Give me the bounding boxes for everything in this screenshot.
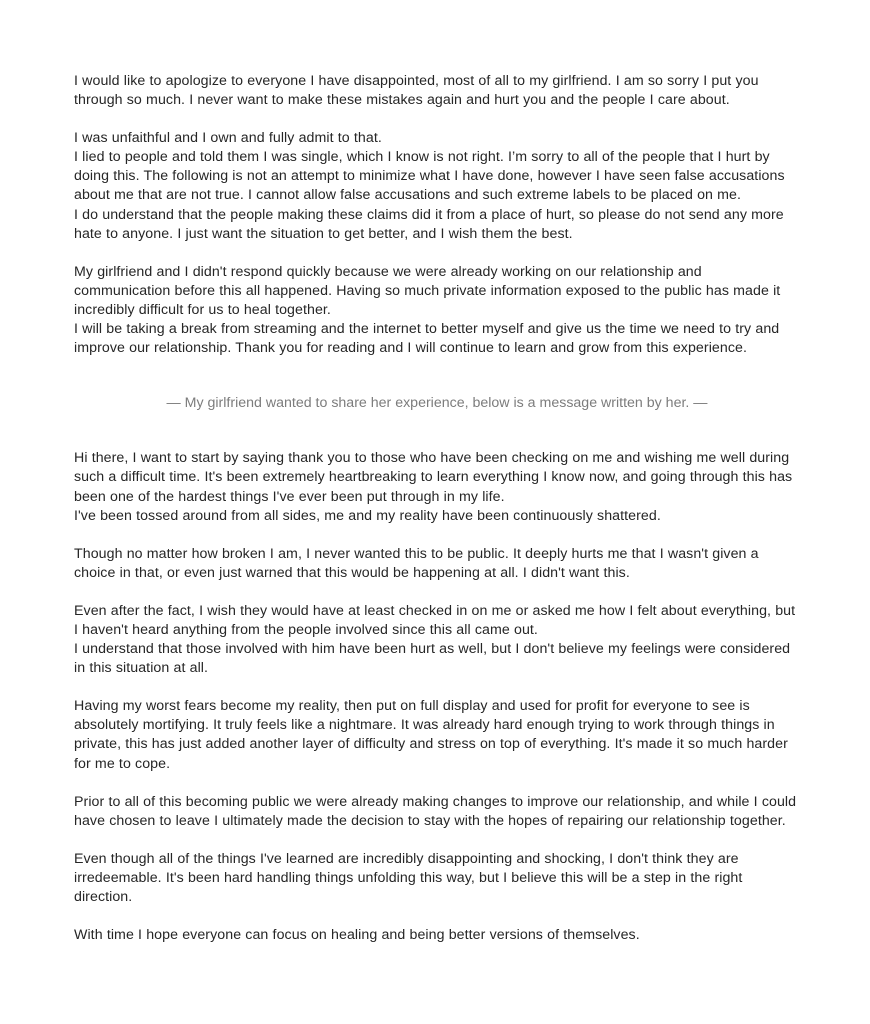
statement-paragraph: Having my worst fears become my reality, then put on full display and used for profit for everyone to see is absolutely mortifying. It truly feels like a nightmare. It was already hard enough trying to work through things in private, this has just added another layer of difficulty and stress on top of everything. It's made it so much harder for me to cope. (74, 698, 788, 772)
document-content (74, 72, 800, 945)
statement-paragraph: Though no matter how broken I am, I never wanted this to be public. It deeply hurts me that I wasn't given a choice in that, or even just warned that this would be happening at all. I didn't want this. (74, 545, 759, 581)
statement-paragraph: With time I hope everyone can focus on healing and being better versions of themselves. (74, 927, 640, 944)
statement-paragraph: My girlfriend and I didn't respond quickly because we were already working on our relationship and communication before this all happened. Having so much private information exposed to the public has made it incredibly difficult for us to heal together. I will be taking a break from streaming and the internet to better myself and give us the time we need to try and improve our relationship. Thank you for reading and I will continue to learn and grow from this experience. (74, 263, 781, 357)
statement-paragraph: I would like to apologize to everyone I have disappointed, most of all to my girlfriend. I am so sorry I put you through so much. I never want to make these mistakes again and hurt you and the people I care about. (74, 73, 759, 109)
first-statement-section (74, 72, 800, 358)
second-statement-section (74, 449, 800, 945)
statement-paragraph: Hi there, I want to start by saying thank you to those who have been checking on me and wishing me well during such a difficult time. It's been extremely heartbreaking to learn everything I know now, and going through this has been one of the hardest things I've ever been put through in my life. I've been tossed around from all sides, me and my reality have been continuously shattered. (74, 450, 793, 524)
statement-paragraph: Even after the fact, I wish they would have at least checked in on me or asked me how I felt about everything, but I haven't heard anything from the people involved since this all came out. I understand that those involved with him have been hurt as well, but I don't believe my feelings were considered in this situation at all. (74, 602, 796, 677)
statement-paragraph: I was unfaithful and I own and fully admit to that. I lied to people and told them I was single, which I know is not right. I’m sorry to all of the people that I hurt by doing this. The following is not an attempt to minimize what I have done, however I have seen false accusations about me that are not true. I cannot allow false accusations and such extreme labels to be placed on me. I do understand that the people making these claims did it from a place of hurt, so please do not send any more hate to anyone. I just want the situation to get better, and I wish them the best. (74, 130, 785, 242)
section-spacer (74, 413, 800, 449)
statement-paragraph: Prior to all of this becoming public we were already making changes to improve our relationship, and while I could have chosen to leave I ultimately made the decision to stay with the hopes of repairing our relationship together. (74, 793, 797, 829)
statement-paragraph: Even though all of the things I've learned are incredibly disappointing and shocking, I don't think they are irredeemable. It's been hard handling things unfolding this way, but I believe this will be a step in the right direction. (74, 850, 743, 905)
girlfriend-message-divider-note: — My girlfriend wanted to share her experience, below is a message written by her. — (166, 395, 708, 412)
section-spacer (74, 358, 800, 394)
